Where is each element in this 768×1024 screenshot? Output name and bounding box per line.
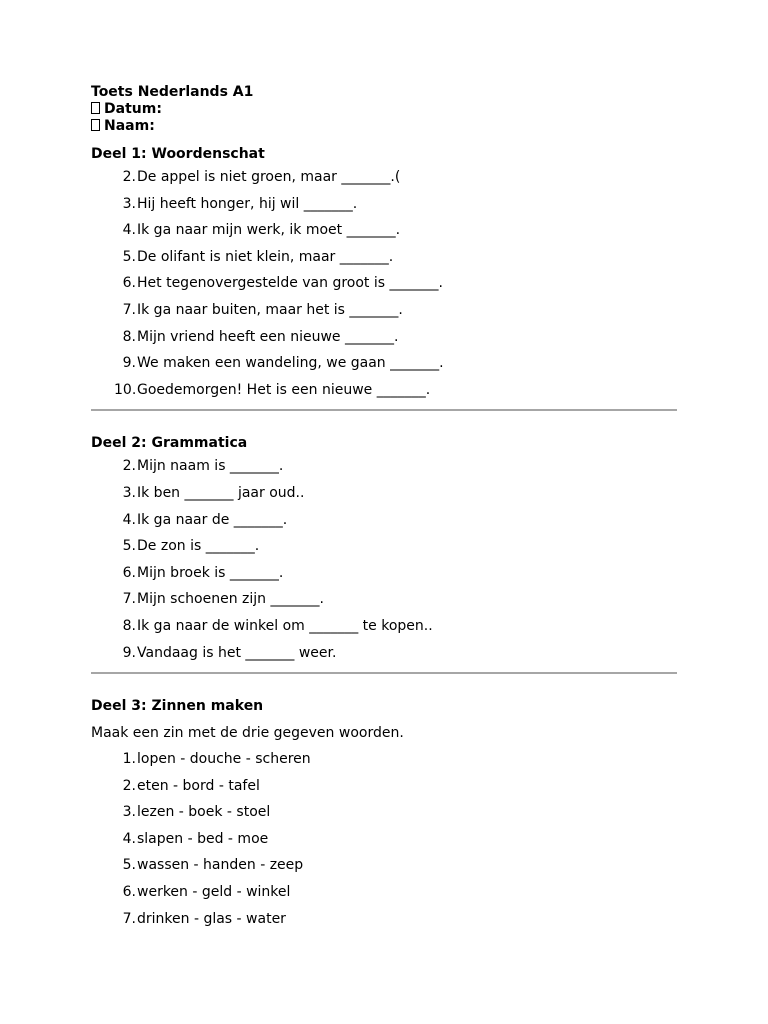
list-item: [91, 746, 677, 773]
section-2-title: Deel 2: Grammatica: [91, 435, 248, 452]
item-number: 9.: [122, 644, 136, 661]
item-text: lopen - douche - scheren: [137, 751, 311, 768]
document-title: Toets Nederlands A1: [91, 84, 254, 100]
item-text: lezen - boek - stoel: [137, 804, 271, 821]
list-item: [91, 852, 677, 879]
item-text: Mijn schoenen zijn _______.: [137, 591, 324, 608]
item-text: De olifant is niet klein, maar _______.: [137, 248, 394, 265]
item-text: De appel is niet groen, maar _______.(: [137, 169, 401, 185]
list-item: [91, 826, 677, 853]
item-number: 10.: [114, 381, 137, 398]
list-item: [91, 377, 677, 404]
item-number: 2.: [122, 777, 136, 794]
list-item: [91, 613, 677, 640]
item-number: 7.: [122, 910, 136, 927]
list-item: [91, 586, 677, 613]
item-number: 7.: [122, 591, 136, 608]
item-text: slapen - bed - moe: [137, 830, 269, 847]
item-text: Vandaag is het _______ weer.: [137, 644, 337, 661]
item-text: Het tegenovergestelde van groot is _______.: [137, 275, 443, 292]
list-item: [91, 297, 677, 324]
list-item: [91, 480, 677, 507]
item-text: drinken - glas - water: [137, 910, 286, 927]
item-number: 3.: [122, 804, 136, 821]
date-label: Datum:: [104, 101, 162, 117]
list-item: [91, 507, 677, 534]
item-number: 5.: [122, 857, 136, 874]
item-number: 5.: [122, 538, 136, 555]
document-page: [91, 84, 677, 932]
item-number: 1.: [122, 751, 136, 768]
item-number: 7.: [122, 301, 136, 318]
list-item: [91, 799, 677, 826]
item-text: We maken een wandeling, we gaan _______.: [137, 355, 444, 372]
section-2-list: [91, 453, 677, 666]
item-text: Ik ga naar buiten, maar het is _______.: [137, 301, 403, 318]
name-label: Naam:: [104, 118, 155, 134]
list-item: [91, 217, 677, 244]
item-text: Goedemorgen! Het is een nieuwe _______.: [137, 381, 431, 398]
item-number: 3.: [122, 195, 136, 212]
section-3-title: Deel 3: Zinnen maken: [91, 698, 264, 715]
item-number: 2.: [122, 458, 136, 475]
list-item: [91, 244, 677, 271]
item-number: 6.: [122, 884, 136, 901]
section-3-list: [91, 746, 677, 932]
date-line: [91, 101, 677, 118]
section-3-instructions: Maak een zin met de drie gegeven woorden.: [91, 725, 404, 742]
list-item: [91, 164, 677, 191]
list-item: [91, 879, 677, 906]
missing-glyph-icon: [91, 119, 100, 131]
item-text: Mijn broek is _______.: [137, 564, 284, 581]
item-text: Ik ga naar de _______.: [137, 511, 288, 528]
section-1-list: [91, 164, 677, 403]
item-text: werken - geld - winkel: [137, 884, 291, 901]
item-number: 4.: [122, 222, 136, 239]
item-text: Hij heeft honger, hij wil _______.: [137, 195, 358, 212]
list-item: [91, 560, 677, 587]
list-item: [91, 324, 677, 351]
item-number: 3.: [122, 484, 136, 501]
list-item: [91, 270, 677, 297]
list-item: [91, 350, 677, 377]
missing-glyph-icon: [91, 102, 100, 114]
item-text: Ik ga naar mijn werk, ik moet _______.: [137, 222, 401, 239]
item-number: 2.: [122, 169, 136, 185]
item-text: eten - bord - tafel: [137, 777, 260, 794]
list-item: [91, 906, 677, 933]
item-number: 8.: [122, 328, 136, 345]
item-text: Ik ga naar de winkel om _______ te kopen..: [137, 617, 433, 634]
item-text: Mijn vriend heeft een nieuwe _______.: [137, 328, 399, 345]
list-item: [91, 533, 677, 560]
item-number: 4.: [122, 830, 136, 847]
item-text: wassen - handen - zeep: [137, 857, 304, 874]
list-item: [91, 453, 677, 480]
item-number: 6.: [122, 564, 136, 581]
item-number: 4.: [122, 511, 136, 528]
list-item: [91, 191, 677, 218]
list-item: [91, 773, 677, 800]
item-text: Ik ben _______ jaar oud..: [137, 484, 305, 501]
list-item: [91, 640, 677, 667]
item-number: 6.: [122, 275, 136, 292]
item-number: 8.: [122, 617, 136, 634]
name-line: [91, 118, 677, 135]
item-number: 9.: [122, 355, 136, 372]
item-text: De zon is _______.: [137, 538, 260, 555]
section-1-title: Deel 1: Woordenschat: [91, 146, 265, 162]
item-text: Mijn naam is _______.: [137, 458, 284, 475]
item-number: 5.: [122, 248, 136, 265]
